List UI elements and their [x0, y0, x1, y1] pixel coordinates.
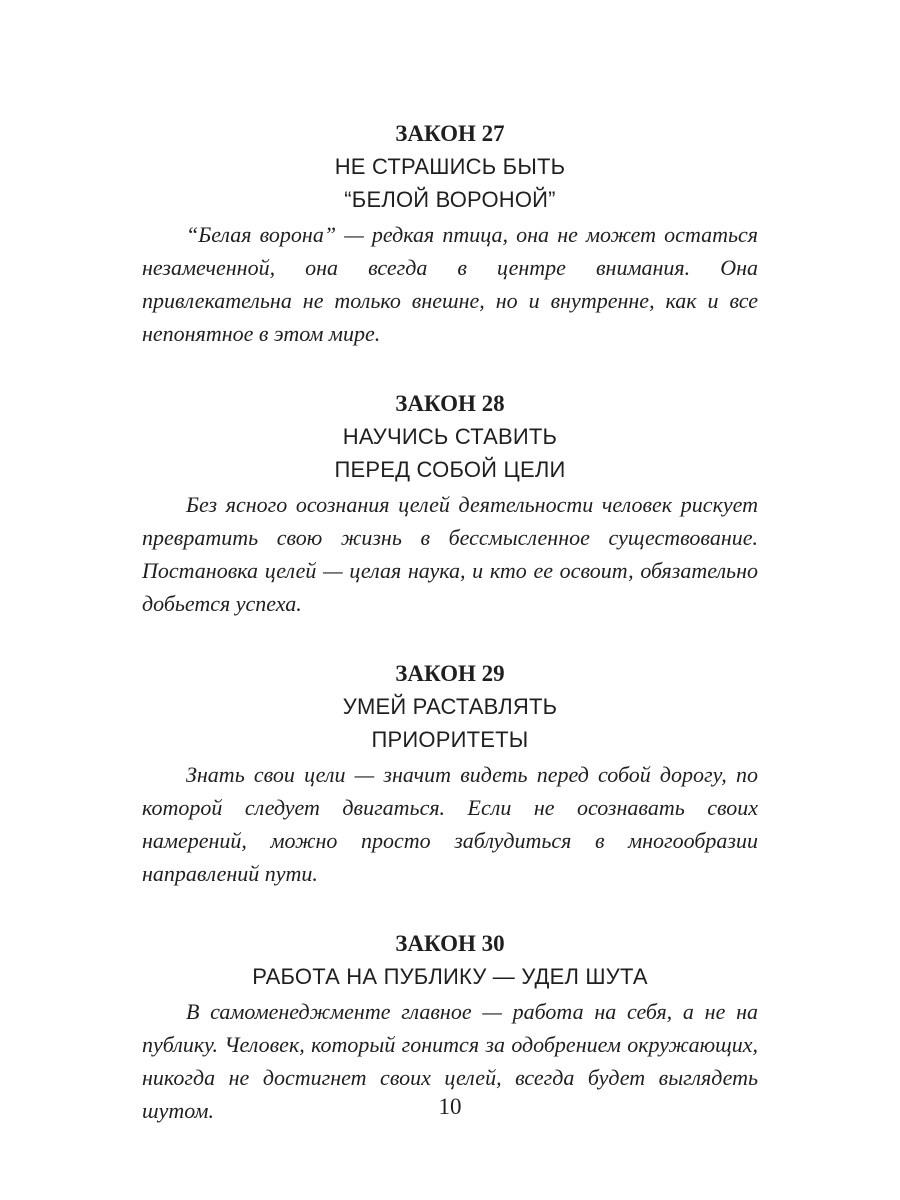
law-description: “Белая ворона” — редкая птица, она не может остаться незамеченной, она всегда в центре внимания. Она привлекательна не только внешне, но и внутренне, как и все непонятное в этом мире.	[142, 222, 758, 346]
law-description: Без ясного осознания целей деятельности человек рискует превратить свою жизнь в бессмысленное существование. Постановка целей — целая наука, и кто ее освоит, обязательно добьется успеха.	[142, 492, 758, 616]
law-title-line: РАБОТА НА ПУБЛИКУ — УДЕЛ ШУТА	[252, 964, 648, 989]
law-number: ЗАКОН 27	[395, 121, 505, 146]
law-title-line: “БЕЛОЙ ВОРОНОЙ”	[344, 187, 556, 212]
page-number: 10	[438, 1094, 462, 1119]
law-title-line: ПРИОРИТЕТЫ	[371, 727, 529, 752]
law-number: ЗАКОН 30	[395, 931, 505, 956]
law-number: ЗАКОН 29	[395, 661, 505, 686]
law-title-line: УМЕЙ РАСТАВЛЯТЬ	[342, 694, 558, 719]
law-28-section	[142, 388, 758, 620]
law-description: Знать свои цели — значит видеть перед собой дорогу, по которой следует двигаться. Если не осознавать своих намерений, можно просто заблудиться в многообразии направлений пути.	[142, 762, 758, 886]
book-page-content	[142, 118, 758, 1127]
law-27-section	[142, 118, 758, 350]
law-description: В самоменеджменте главное — работа на себя, а не на публику. Человек, который гонится за одобрением окружающих, никогда не достигнет своих целей, всегда будет выглядеть шутом.	[142, 999, 758, 1123]
law-title-line: НАУЧИСЬ СТАВИТЬ	[342, 424, 558, 449]
law-number: ЗАКОН 28	[395, 391, 505, 416]
law-title-line: ПЕРЕД СОБОЙ ЦЕЛИ	[334, 457, 566, 482]
law-29-section	[142, 658, 758, 890]
law-title-line: НЕ СТРАШИСЬ БЫТЬ	[334, 154, 566, 179]
